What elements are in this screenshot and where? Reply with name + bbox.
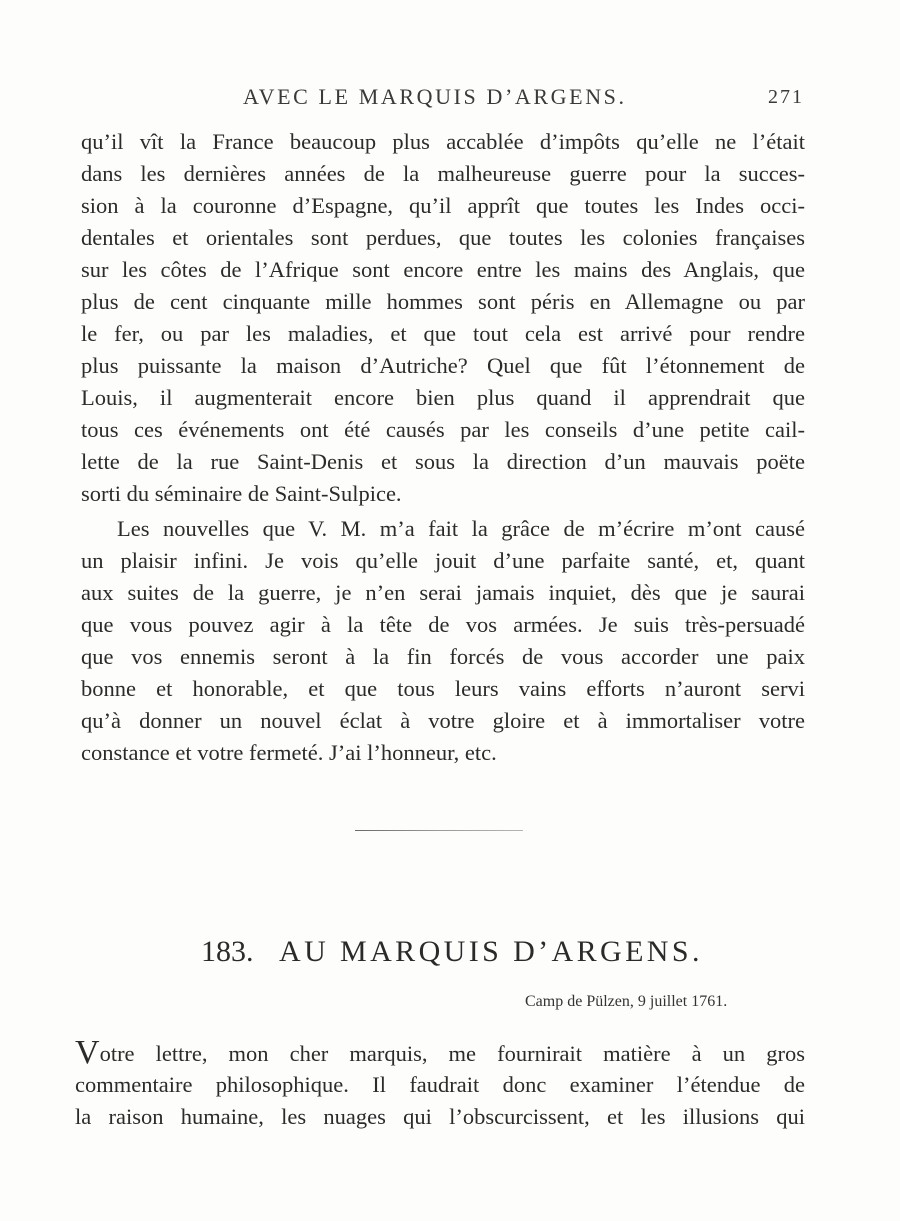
- text-line: un plaisir infini. Je vois qu’elle jouit d’une parfaite santé, et, quant: [81, 548, 805, 573]
- drop-initial: V: [75, 1034, 100, 1071]
- running-head: AVEC LE MARQUIS D’ARGENS.: [243, 84, 627, 109]
- text-line: que vos ennemis seront à la fin forcés de vous accorder une paix: [81, 644, 805, 669]
- text-line: Les nouvelles que V. M. m’a fait la grâce de m’écrire m’ont causé: [117, 516, 805, 541]
- text-line: aux suites de la guerre, je n’en serai jamais inquiet, dès que je saurai: [81, 580, 805, 605]
- text-line: tous ces événements ont été causés par les conseils d’une petite cail-: [81, 417, 805, 442]
- text-line: dentales et orientales sont perdues, que toutes les colonies françaises: [81, 225, 805, 250]
- text-line: commentaire philosophique. Il faudrait donc examiner l’étendue de: [75, 1072, 805, 1097]
- text-line: qu’il vît la France beaucoup plus accablée d’impôts qu’elle ne l’était: [81, 129, 805, 154]
- text-line: sion à la couronne d’Espagne, qu’il apprît que toutes les Indes occi-: [81, 193, 805, 218]
- page-number: 271: [768, 86, 804, 108]
- text-line-first: [75, 1034, 805, 1071]
- text-line: plus de cent cinquante mille hommes sont péris en Allemagne ou par: [81, 289, 805, 314]
- text-line: sorti du séminaire de Saint-Sulpice.: [81, 481, 402, 506]
- section-divider: [355, 830, 523, 831]
- dateline: Camp de Pülzen, 9 juillet 1761.: [525, 993, 728, 1010]
- text-line: plus puissante la maison d’Autriche? Quel que fût l’étonnement de: [81, 353, 805, 378]
- text-line: Louis, il augmenterait encore bien plus quand il apprendrait que: [81, 385, 805, 410]
- text-line: le fer, ou par les maladies, et que tout cela est arrivé pour rendre: [81, 321, 805, 346]
- first-line-text: otre lettre, mon cher marquis, me fournirait matière à un gros: [99, 1041, 805, 1066]
- text-line: lette de la rue Saint-Denis et sous la direction d’un mauvais poëte: [81, 449, 805, 474]
- text-line: sur les côtes de l’Afrique sont encore entre les mains des Anglais, que: [81, 257, 805, 282]
- text-line: constance et votre fermeté. J’ai l’honneur, etc.: [81, 740, 497, 765]
- text-line: qu’à donner un nouvel éclat à votre gloire et à immortaliser votre: [81, 708, 805, 733]
- text-line: bonne et honorable, et que tous leurs vains efforts n’auront servi: [81, 676, 805, 701]
- letter-number: 183.: [201, 935, 254, 968]
- letter-heading: [201, 935, 703, 969]
- text-line: que vous pouvez agir à la tête de vos armées. Je suis très-persuadé: [81, 612, 805, 637]
- text-line: dans les dernières années de la malheureuse guerre pour la succes-: [81, 161, 805, 186]
- letter-title: AU MARQUIS D’ARGENS.: [279, 935, 703, 968]
- text-line: la raison humaine, les nuages qui l’obscurcissent, et les illusions qui: [75, 1104, 805, 1129]
